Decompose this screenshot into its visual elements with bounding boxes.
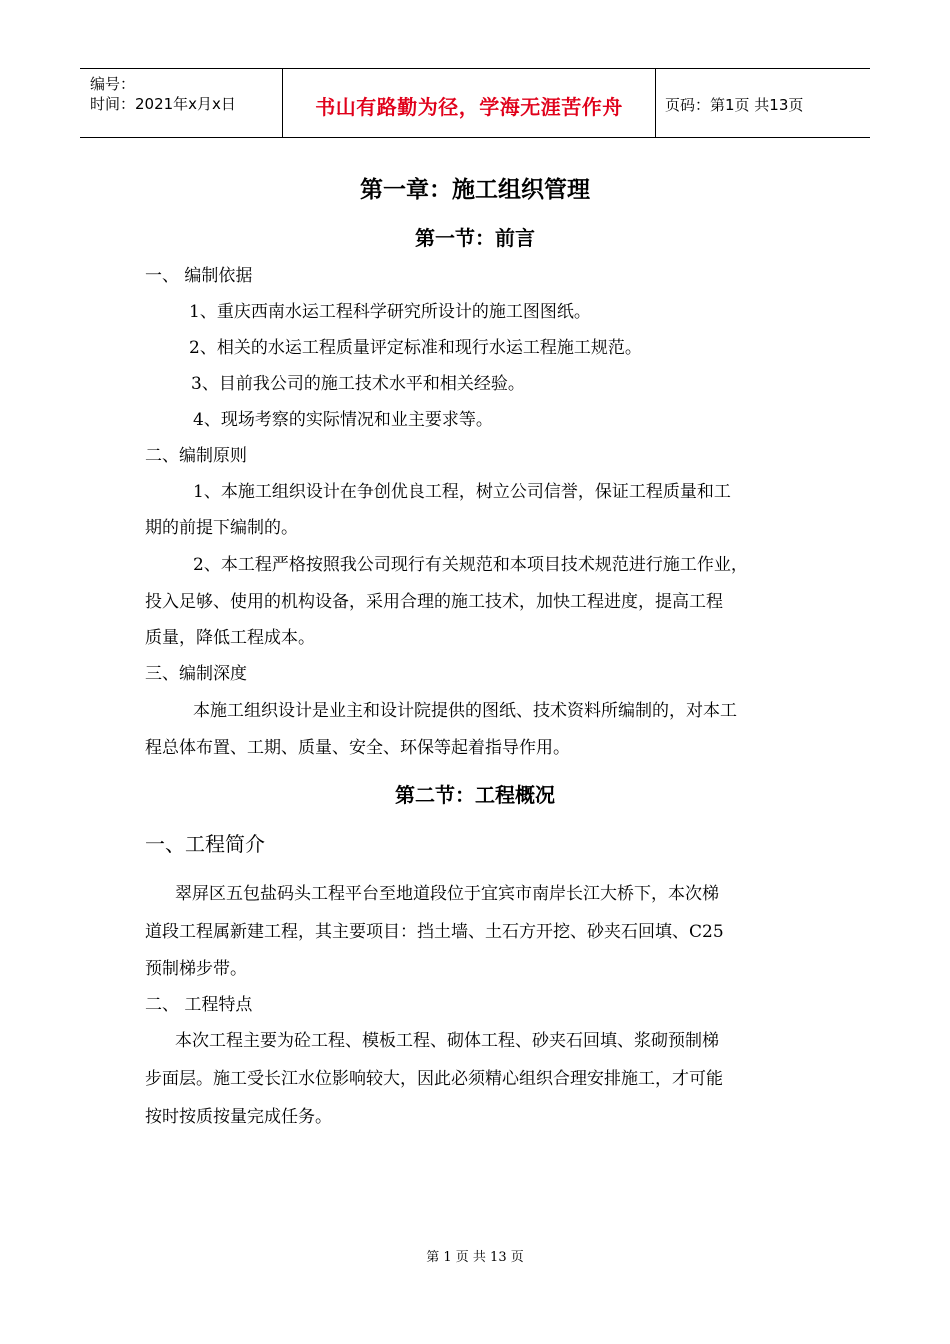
intro-heading: 一、工程简介 [145,832,265,856]
header-table [80,68,870,138]
paragraph-line: 期的前提下编制的。 [145,518,298,538]
header-info-cell [80,69,282,137]
page-footer: 第 1 页 共 13 页 [426,1250,524,1265]
paragraph-line: 2、本工程严格按照我公司现行有关规范和本项目技术规范进行施工作业， [193,555,748,575]
principle-heading: 二、编制原则 [145,446,247,466]
basis-item: 2、相关的水运工程质量评定标准和现行水运工程施工规范。 [189,338,642,358]
basis-item: 4、现场考察的实际情况和业主要求等。 [193,410,493,430]
paragraph-line: 投入足够、使用的机构设备，采用合理的施工技术，加快工程进度，提高工程 [145,592,723,612]
basis-heading: 一、 编制依据 [145,266,253,286]
header-motto-cell [282,69,656,137]
depth-heading: 三、编制深度 [145,664,247,684]
paragraph-line: 本施工组织设计是业主和设计院提供的图纸、技术资料所编制的，对本工 [193,701,737,721]
paragraph-line: 翠屏区五包盐码头工程平台至地道段位于宜宾市南岸长江大桥下，本次梯 [175,884,719,904]
document-date-label: 时间：2021年x月x日 [90,95,236,113]
section-title-preface: 第一节：前言 [415,226,535,250]
features-heading: 二、 工程特点 [145,995,253,1015]
section-title-overview: 第二节：工程概况 [395,783,555,807]
header-page-info: 页码：第1页 共13页 [665,96,804,114]
document-number-label: 编号： [90,75,136,93]
paragraph-line: 预制梯步带。 [145,959,247,979]
paragraph-line: 质量，降低工程成本。 [145,628,315,648]
paragraph-line: 步面层。施工受长江水位影响较大，因此必须精心组织合理安排施工，才可能 [145,1069,723,1089]
paragraph-line: 1、本施工组织设计在争创优良工程，树立公司信誉，保证工程质量和工 [193,482,731,502]
paragraph-line: 程总体布置、工期、质量、安全、环保等起着指导作用。 [145,738,570,758]
basis-item: 1、重庆西南水运工程科学研究所设计的施工图图纸。 [189,302,591,322]
basis-item: 3、目前我公司的施工技术水平和相关经验。 [191,374,525,394]
chapter-title: 第一章：施工组织管理 [360,177,590,203]
paragraph-line: 道段工程属新建工程，其主要项目：挡土墙、土石方开挖、砂夹石回填、C25 [145,922,724,942]
header-motto: 书山有路勤为径，学海无涯苦作舟 [315,95,623,119]
paragraph-line: 按时按质按量完成任务。 [145,1107,332,1127]
header-page-cell [655,69,870,137]
paragraph-line: 本次工程主要为砼工程、模板工程、砌体工程、砂夹石回填、浆砌预制梯 [175,1031,719,1051]
